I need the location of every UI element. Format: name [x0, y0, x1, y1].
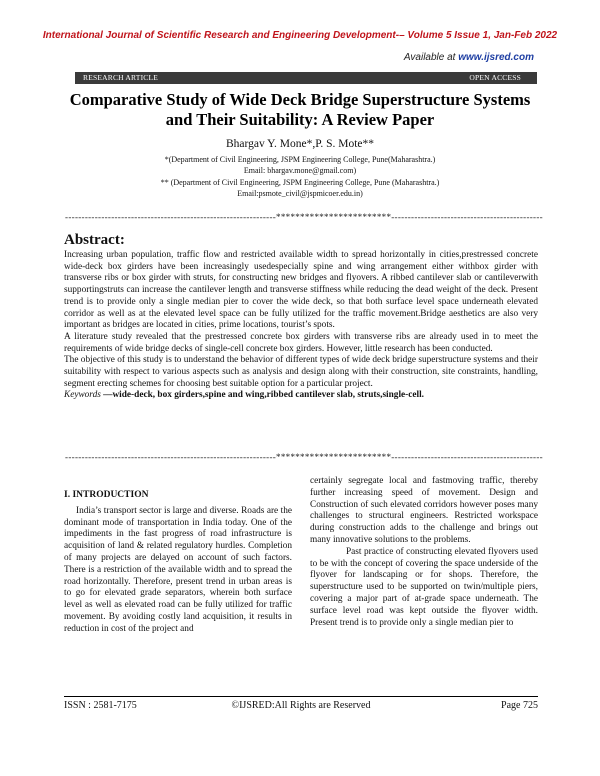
affiliation-2: ** (Department of Civil Engineering, JSPM Engineering College, Pune (Maharashtra.) [160, 178, 440, 187]
footer [64, 700, 538, 711]
affiliation-1: *(Department of Civil Engineering, JSPM Engineering College, Pune(Maharashtra.) [164, 155, 436, 164]
title-line-2: and Their Suitability: A Review Paper [165, 110, 435, 129]
abstract-paragraph: A literature study revealed that the prestressed concrete box girders with transverse ribs are already used in to meet the requirements of wide bridge decks of single-cell concrete box girders. However, little research has been conducted. [64, 331, 538, 354]
intro-paragraph-2: Past practice of constructing elevated flyovers used to be with the concept of covering the space underside of the flyover for landscaping or for shops. Therefore, the superstructure used to be supported on twin/multiple piers, covering a major part of at-grade space underneath. The surface level road was kept outside the flyover width. Present trend is to provide only a single median pier to [310, 546, 538, 628]
email-1: Email: bhargav.mone@gmail.com) [243, 166, 357, 175]
article-type-bar [75, 72, 537, 84]
abstract-paragraph: The objective of this study is to understand the behavior of different types of wide deck bridge superstructure systems and their suitability with respect to various aspects such as analysis and design along with their construction, site constraints, handling, segment erecting schemes for choosing best suitable option for a particular project. [64, 355, 538, 389]
authors: Bhargav Y. Mone*,P. S. Mote** [225, 138, 375, 150]
abstract-paragraph: Increasing urban population, traffic flow and restricted available width to spread horizontally in cities,prestressed concrete wide-deck box girders have been increasingly usedespecially spine and wing arrangement either withbox girder with transverse ribs or box girder with struts, for constructing new bridges and flyovers. A ribbed cantilever slab or cantileverwith supportingstruts can increase the cantilever length and transverse stiffness while reducing the dead weight of the deck. Present trend is to provide only a single median pier to cover the wide deck, so that both surface level space underneath elevated corridor as well as at the elevated level space can be fully utilized for the traffic movement.Bridge aesthetics are also very important as bridges are located in cities, prime locations, tourist’s spots. [64, 250, 538, 331]
footer-rule [64, 696, 538, 697]
email-2: Email:psmote_civil@jspmicoer.edu.in) [237, 189, 363, 198]
title-line-1: Comparative Study of Wide Deck Bridge Superstructure Systems [69, 90, 531, 109]
copyright: ©IJSRED:All Rights are Reserved [231, 700, 371, 711]
divider-top: ----------------------------------------------------------------************************---------------------------------------------- [65, 212, 543, 222]
paper-title [40, 90, 560, 130]
journal-url-link[interactable]: www.ijsred.com [458, 52, 534, 63]
open-access-label: OPEN ACCESS [469, 73, 521, 82]
section-heading: I. INTRODUCTION [64, 490, 149, 500]
intro-paragraph-continued: certainly segregate local and fastmoving traffic, thereby further increasing speed of movement. Design and Construction of such elevated corridors however poses many challenges to structural engineers. Restricted workspace during construction adds to the challenge and brings out many innovative solutions to the problems. [310, 476, 538, 545]
keywords-label: Keywords [64, 390, 101, 401]
journal-header: International Journal of Scientific Research and Engineering Development-– Volume 5 Issue 1, Jan-Feb 2022 [42, 30, 558, 41]
keywords [64, 390, 538, 402]
issn: ISSN : 2581-7175 [64, 700, 137, 711]
available-prefix: Available at [403, 52, 456, 63]
keywords-list: —wide-deck, box girders,spine and wing,ribbed cantilever slab, struts,single-cell. [100, 390, 425, 401]
research-article-label: RESEARCH ARTICLE [83, 73, 159, 82]
page-number: Page 725 [501, 700, 538, 711]
abstract-heading: Abstract: [64, 232, 125, 248]
abstract-body [64, 250, 538, 402]
available-at [404, 52, 534, 63]
left-column [64, 490, 292, 636]
intro-paragraph: India’s transport sector is large and diverse. Roads are the dominant mode of transportation in India today. One of the impediments in the fast progress of road infrastructure is acquisition of land & related regulatory hurdles. Completion of many projects are delayed on account of such factors. There is a restriction of the available width and to spread the road horizontally. Therefore, present trend in urban areas is to go for elevated grade separators, wherein both surface level as well as elevated road can be fully utilized for traffic movement. By avoiding costly land acquisition, it results in reduction in cost of the project and [64, 505, 292, 634]
right-column [310, 476, 538, 629]
divider-bottom: ----------------------------------------------------------------************************---------------------------------------------- [65, 452, 543, 462]
